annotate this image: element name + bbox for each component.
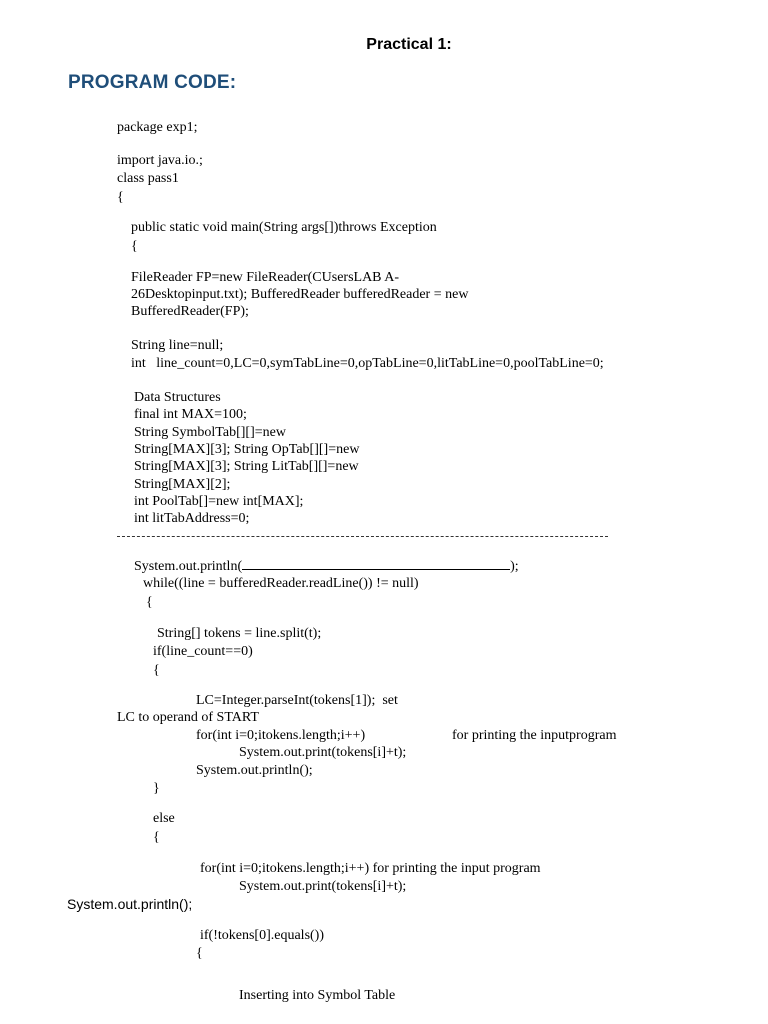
code-line: int PoolTab[]=new int[MAX]; [134, 494, 304, 509]
code-line: { [196, 946, 203, 961]
code-line: { [131, 239, 138, 254]
code-line: else [153, 811, 175, 826]
code-line: { [153, 830, 160, 845]
blank-underline [242, 558, 510, 570]
code-line: System.out.println(); [67, 896, 193, 912]
code-comment: Inserting into Symbol Table [239, 988, 396, 1003]
code-line: BufferedReader(FP); [131, 304, 249, 319]
code-line: String[MAX][2]; [134, 477, 231, 492]
code-line: for(int i=0;itokens.length;i++) [196, 728, 366, 743]
code-line: public static void main(String args[])throws Exception [131, 220, 437, 235]
code-comment: for printing the inputprogram [452, 728, 617, 743]
code-line: int line_count=0,LC=0,symTabLine=0,opTabLine=0,litTabLine=0,poolTabLine=0; [131, 356, 604, 371]
code-line: LC to operand of START [117, 710, 259, 725]
code-text: ); [510, 559, 519, 574]
code-line: String SymbolTab[][]=new [134, 425, 286, 440]
code-line: while((line = bufferedReader.readLine()) != null) [143, 576, 419, 591]
code-line: package exp1; [117, 120, 198, 135]
code-text: System.out.println( [134, 559, 243, 574]
code-line: System.out.print(tokens[i]+t); [239, 879, 407, 894]
code-line: 26Desktopinput.txt); BufferedReader bufferedReader = new [131, 287, 469, 302]
code-line: class pass1 [117, 171, 179, 186]
code-line: FileReader FP=new FileReader(CUsersLAB A- [131, 270, 400, 285]
code-line: String[MAX][3]; String LitTab[][]=new [134, 459, 359, 474]
code-line: LC=Integer.parseInt(tokens[1]); set [196, 693, 398, 708]
code-line: { [117, 190, 124, 205]
code-line: if(line_count==0) [153, 644, 253, 659]
code-line: String[MAX][3]; String OpTab[][]=new [134, 442, 360, 457]
code-line: import java.io.; [117, 153, 203, 168]
code-line: String[] tokens = line.split(t); [157, 626, 322, 641]
code-line: String line=null; [131, 338, 224, 353]
code-line: final int MAX=100; [134, 407, 247, 422]
page-title: Practical 1: [366, 36, 452, 53]
code-line: System.out.print(tokens[i]+t); [239, 745, 407, 760]
code-line: int litTabAddress=0; [134, 511, 250, 526]
code-line: if(!tokens[0].equals()) [200, 928, 325, 943]
code-line: System.out.println(); [196, 763, 313, 778]
code-line: { [146, 595, 153, 610]
code-comment: Data Structures [134, 390, 221, 405]
code-line: } [153, 781, 160, 796]
dashed-divider [117, 536, 608, 537]
section-heading: PROGRAM CODE: [68, 72, 237, 93]
code-line: for(int i=0;itokens.length;i++) for printing the input program [200, 861, 541, 876]
code-line-println [134, 558, 519, 575]
code-line: { [153, 663, 160, 678]
